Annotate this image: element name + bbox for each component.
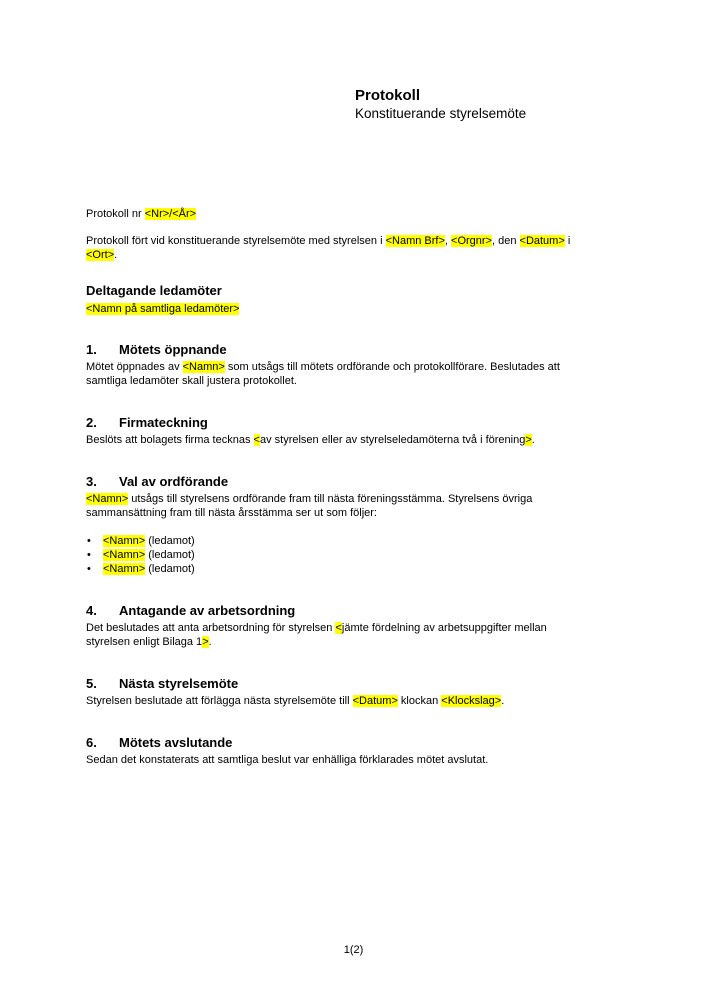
text: jämte fördelning av arbetsuppgifter mellan: [341, 622, 547, 634]
member-role: (ledamot): [145, 535, 195, 547]
field-namn[interactable]: <Namn>: [86, 493, 129, 505]
field-namn[interactable]: <Namn>: [103, 535, 146, 547]
section-5-heading: [86, 676, 626, 692]
text: .: [501, 695, 505, 707]
text: som utsågs till mötets ordförande och protokollförare. Beslutades att: [224, 361, 560, 373]
field-nr[interactable]: <Nr>: [144, 208, 170, 220]
section-title: Antagande av arbetsordning: [119, 603, 296, 618]
section-3-text: [86, 492, 626, 520]
section-title: Val av ordförande: [119, 474, 229, 489]
list-item: [86, 534, 626, 548]
section-2-heading: [86, 415, 626, 431]
field-open-bracket[interactable]: <: [335, 622, 342, 634]
text: Styrelsen beslutade att förlägga nästa styrelsemöte till: [86, 695, 353, 707]
document-subtitle: Konstituerande styrelsemöte: [355, 106, 527, 121]
intro-text: ,: [444, 235, 452, 247]
intro-text: i: [564, 235, 571, 247]
text: Mötet öppnades av: [86, 361, 183, 373]
document-title: Protokoll: [355, 87, 421, 104]
section-6-heading: [86, 735, 626, 751]
member-role: (ledamot): [145, 549, 195, 561]
section-5-text: [86, 694, 626, 708]
section-number: 2.: [86, 415, 97, 430]
bullet-icon: •: [87, 535, 91, 547]
section-4-heading: [86, 603, 626, 619]
list-item: [86, 548, 626, 562]
field-year[interactable]: <År>: [172, 208, 197, 220]
member-list: [86, 534, 626, 576]
field-open-bracket[interactable]: <: [253, 434, 260, 446]
field-participants[interactable]: <Namn på samtliga ledamöter>: [86, 303, 240, 315]
section-title: Firmateckning: [119, 415, 208, 430]
text: klockan: [397, 695, 442, 707]
section-title: Nästa styrelsemöte: [119, 676, 239, 691]
separator: /: [169, 208, 173, 220]
participants-heading: Deltagande ledamöter: [86, 283, 222, 298]
text: .: [531, 434, 535, 446]
section-number: 6.: [86, 735, 97, 750]
field-orgnr[interactable]: <Orgnr>: [451, 235, 492, 247]
section-6-text: [86, 753, 626, 767]
section-1-heading: [86, 342, 626, 358]
text: Sedan det konstaterats att samtliga beslut var enhälliga förklarades mötet avslutat.: [86, 754, 489, 766]
section-3-heading: [86, 474, 626, 490]
field-ort[interactable]: <Ort>: [86, 249, 115, 261]
protocol-number-line: [86, 207, 626, 221]
field-klockslag[interactable]: <Klockslag>: [441, 695, 502, 707]
text: sammansättning fram till nästa årsstämma ser ut som följer:: [86, 507, 377, 519]
bullet-icon: •: [87, 563, 91, 575]
section-number: 4.: [86, 603, 97, 618]
participants-line: [86, 302, 626, 316]
section-4-text: [86, 621, 626, 649]
text: av styrelsen eller av styrelseledamöterna två i förening: [259, 434, 526, 446]
text: samtliga ledamöter skall justera protokollet.: [86, 375, 297, 387]
page-number: 1(2): [343, 944, 364, 956]
section-title: Mötets öppnande: [119, 342, 227, 357]
section-number: 3.: [86, 474, 97, 489]
member-role: (ledamot): [145, 563, 195, 575]
field-datum[interactable]: <Datum>: [352, 695, 398, 707]
list-item: [86, 562, 626, 576]
text: .: [208, 636, 212, 648]
intro-text: , den: [491, 235, 520, 247]
document-body: [86, 207, 626, 767]
protocol-number-label: Protokoll nr: [86, 208, 145, 220]
field-namn[interactable]: <Namn>: [182, 361, 225, 373]
section-number: 1.: [86, 342, 97, 357]
field-name-brf[interactable]: <Namn Brf>: [385, 235, 445, 247]
intro-paragraph: [86, 234, 626, 262]
section-1-text: [86, 360, 626, 388]
section-title: Mötets avslutande: [119, 735, 233, 750]
bullet-icon: •: [87, 549, 91, 561]
field-datum[interactable]: <Datum>: [519, 235, 565, 247]
field-namn[interactable]: <Namn>: [103, 549, 146, 561]
section-number: 5.: [86, 676, 97, 691]
text: Det beslutades att anta arbetsordning för styrelsen: [86, 622, 336, 634]
field-close-bracket[interactable]: >: [525, 434, 532, 446]
text: Beslöts att bolagets firma tecknas: [86, 434, 254, 446]
text: styrelsen enligt Bilaga 1: [86, 636, 203, 648]
text: utsågs till styrelsens ordförande fram till nästa föreningsstämma. Styrelsens övriga: [128, 493, 533, 505]
intro-text: Protokoll fört vid konstituerande styrelsemöte med styrelsen i: [86, 235, 386, 247]
field-namn[interactable]: <Namn>: [103, 563, 146, 575]
intro-text: .: [114, 249, 118, 261]
field-close-bracket[interactable]: >: [202, 636, 209, 648]
title-block: [355, 87, 526, 122]
section-2-text: [86, 433, 626, 447]
